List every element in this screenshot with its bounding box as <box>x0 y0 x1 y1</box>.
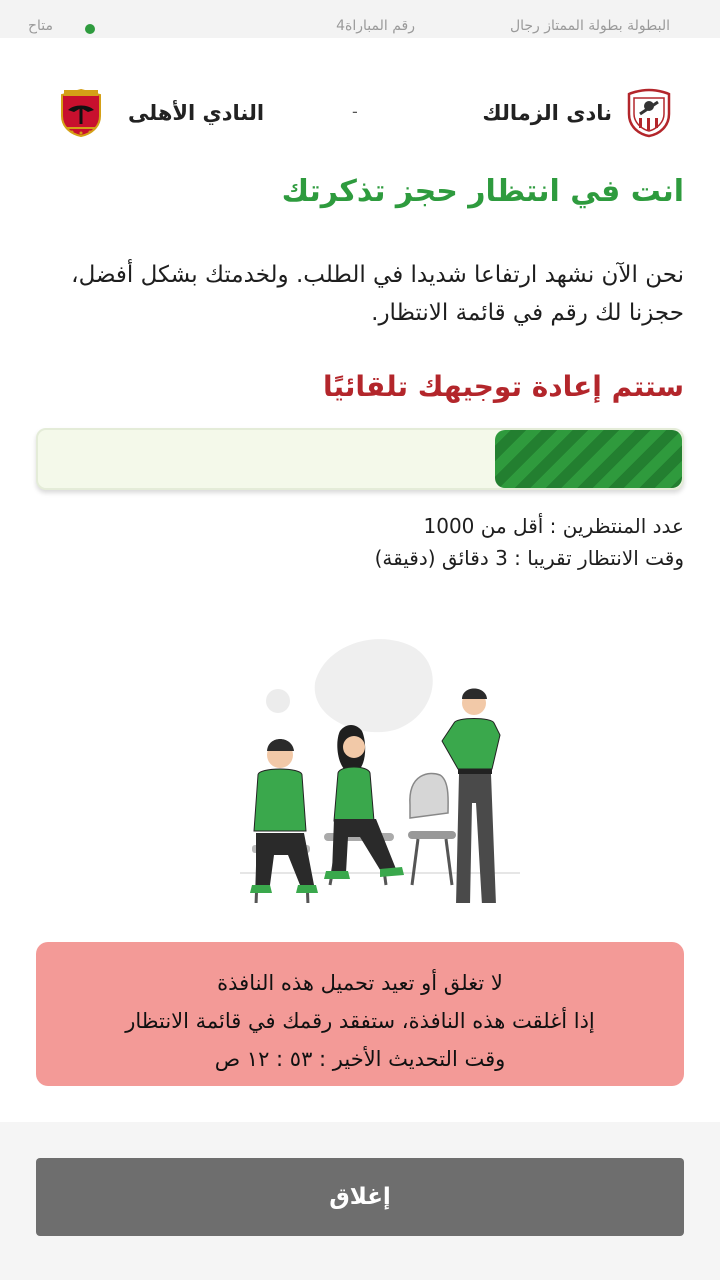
redirect-notice: ستتم إعادة توجيهك تلقائيًا <box>322 370 684 403</box>
close-button[interactable]: إغلاق <box>36 1158 684 1236</box>
home-team-name: نادى الزمالك <box>482 101 612 125</box>
match-number-label: رقم المباراة4 <box>336 18 415 34</box>
waiting-room-modal <box>0 38 720 1122</box>
warning-line-lose-number: إذا أغلقت هذه النافذة، ستفقد رقمك في قائمة الانتظار <box>125 1009 595 1033</box>
availability-status: متاح <box>28 18 54 34</box>
queue-stats <box>375 510 684 574</box>
waiting-count: عدد المنتظرين : أقل من 1000 <box>423 514 684 538</box>
availability-dot-icon <box>85 24 95 34</box>
queue-progress-fill <box>495 430 682 488</box>
warning-box <box>36 942 684 1086</box>
away-team-name: النادي الأهلى <box>128 101 265 125</box>
waiting-headline: انت في انتظار حجز تذكرتك <box>281 174 684 209</box>
wait-time: وقت الانتظار تقريبا : 3 دقائق (دقيقة) <box>374 546 684 570</box>
warning-line-do-not-close: لا تغلق أو تعيد تحميل هذه النافذة <box>217 971 503 995</box>
home-team <box>482 88 672 138</box>
ahly-crest-icon <box>58 88 104 138</box>
match-teams <box>0 88 720 138</box>
queue-progress-bar <box>36 428 684 490</box>
waiting-message: نحن الآن نشهد ارتفاعا شديدا في الطلب. ولخدمتك بشكل أفضل، حجزنا لك رقم في قائمة الانتظار. <box>71 262 684 326</box>
waiting-people-illustration <box>230 623 530 903</box>
teams-separator: - <box>352 102 358 121</box>
away-team <box>58 88 264 138</box>
background-page-header <box>0 0 720 40</box>
tournament-label: البطولة بطولة الممتاز رجال <box>509 18 670 34</box>
last-update-time: وقت التحديث الأخير : ٥٣ : ١٢ ص <box>214 1047 506 1071</box>
zamalek-crest-icon <box>626 88 672 138</box>
